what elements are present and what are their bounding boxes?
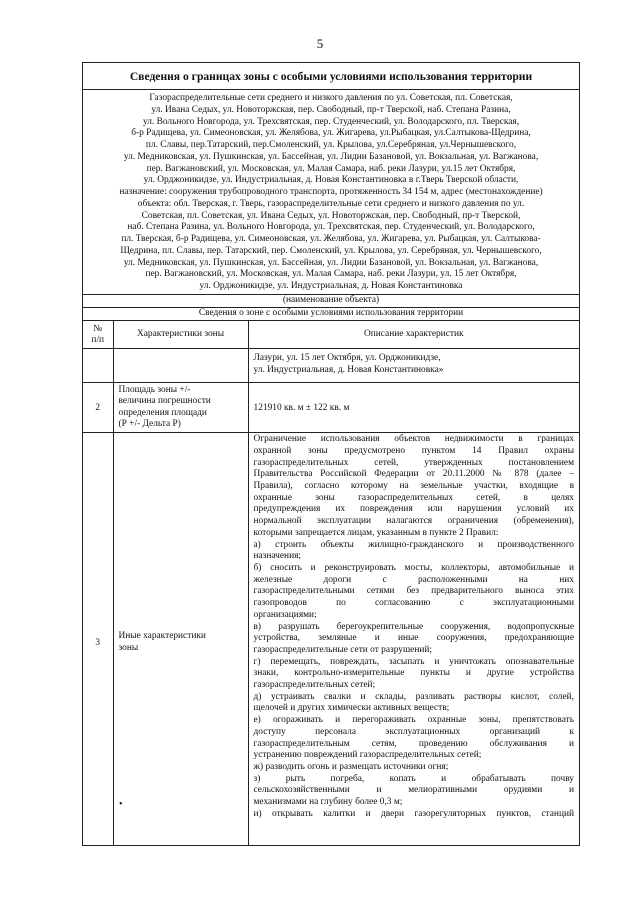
- restriction-line: знаки, контрольно-измерительные пункты и другие устройства: [253, 668, 574, 679]
- restriction-line: Правила), согласно которому на земельные участки, входящие в: [253, 481, 574, 492]
- description-line: ул. Вольного Новгорода, ул. Трехсвятская, пер. Студенческий, ул. Володарского, пл. Тверская,: [142, 116, 520, 127]
- restriction-line: б) сносить и реконструировать мосты, коллекторы, автомобильные и: [253, 562, 574, 573]
- description-line: ул. Ивана Седых, ул. Новоторжская, пер. Свободный, пр-т Тверской, наб. Степана Разина,: [151, 104, 511, 115]
- restriction-line: е) огораживать и перегораживать охранные зоны, препятствовать: [253, 715, 574, 726]
- restriction-line: сельскохозяйственными и мелиоративными орудиями и: [253, 785, 574, 796]
- row-characteristic: Иные характеристики зоны: [113, 433, 248, 846]
- zone-info-form: [82, 62, 580, 846]
- table-header-row: [83, 321, 579, 349]
- restriction-line: газораспределительных сетей;: [253, 680, 376, 691]
- restriction-line: и) открывать калитки и двери газорегуляторных пунктов, станций: [253, 808, 574, 819]
- description-line: б-р Радищева, ул. Симеоновская, ул. Желябова, ул. Жигарева, ул.Рыбацкая, ул.Салтыкова-Щедрина,: [131, 128, 531, 139]
- description-line: ул. Орджоникидзе, ул. Индустриальная, д. Новая Константиновка в г.Тверь Тверской области,: [143, 175, 519, 186]
- restriction-line: газопроводов по согласованию с эксплуатационными: [253, 598, 574, 609]
- restriction-line: в) разрушать берегоукрепительные сооружения, водопропускные: [253, 621, 574, 632]
- header-number: № п/п: [83, 321, 113, 349]
- restriction-line: газораспределительные сети от разрушений;: [253, 644, 432, 655]
- table-row: [83, 349, 579, 383]
- restriction-line: назначения;: [253, 551, 302, 562]
- row-number: [83, 349, 113, 383]
- restriction-line: устройства, земляные и иные сооружения, предохраняющие: [253, 633, 574, 644]
- description-line: назначение: сооружения трубопроводного транспорта, протяженность 34 154 м, адрес (местонахождение): [119, 187, 543, 197]
- row-characteristic: Площадь зоны +/- величина погрешности определения площади (Р +/- Дельта Р): [113, 383, 248, 433]
- zone-characteristics-table: [83, 321, 579, 846]
- object-description: [83, 90, 579, 295]
- restriction-line: Правительства Российской Федерации от 20.11.2000 № 878 (далее –: [253, 469, 574, 480]
- description-line: ул. Орджоникидзе, ул. Индустриальная, д. Новая Константиновка: [199, 281, 463, 291]
- description-line: пл. Славы, пер.Татарский, пер.Смоленский, ул. Крылова, ул.Серебряная, ул.Чернышевского,: [145, 140, 517, 150]
- description-line: Газораспределительные сети среднего и низкого давления по ул. Советская, пл. Советская,: [149, 93, 513, 103]
- restriction-line: охранной зоны предусмотрено пунктом 14 Правил охраны: [253, 445, 574, 456]
- table-row: [83, 383, 579, 433]
- description-line: пер. Вагжановский, ул. Московская, ул. Малая Самара, наб. реки Лазури, ул.15 лет Октября,: [146, 163, 516, 174]
- restriction-line: железные дороги с расположенными на них: [253, 574, 574, 585]
- restriction-line: газораспределительным сетям, проведению обслуживания и: [253, 738, 574, 749]
- header-description: Описание характеристик: [248, 321, 579, 349]
- description-line: пл. Тверская, б-р Радищева, ул. Симеоновская, ул. Желябова, ул. Жигарева, ул. Рыбацкая, ул. Салтыкова-: [121, 234, 541, 244]
- row-number: 2: [83, 383, 113, 433]
- restriction-line: которыми запрещается лицам, указанным в пункте 2 Правил:: [253, 527, 499, 538]
- row-characteristic: [113, 349, 248, 383]
- restriction-line: щелочей и других химически активных веществ;: [253, 703, 450, 714]
- restriction-line: Ограничение использования объектов недвижимости в границах: [253, 434, 574, 445]
- zone-info-caption: Сведения о зоне с особыми условиями использования территории: [83, 308, 579, 321]
- restriction-line: нормальной эксплуатации налагаются ограничения (обременения),: [253, 516, 574, 527]
- restriction-line: предупреждения их повреждения или нарушения условий их: [253, 504, 574, 515]
- description-line: Щедрина, пл. Славы, пер. Татарский, пер. Смоленский, ул. Крылова, ул. Серебряная, ул. Чернышевского,: [120, 245, 542, 256]
- description-line: ул. Медниковская, ул. Пушкинская, ул. Бассейная, ул. Лидии Базановой, ул. Вокзальная, ул. Вагжанова,: [123, 151, 539, 162]
- restriction-line: газораспределительных сетей, утвержденных постановлением: [253, 457, 574, 468]
- restriction-line: д) устраивать свалки и склады, разливать растворы кислот, солей,: [253, 691, 574, 702]
- row-description: 121910 кв. м ± 122 кв. м: [248, 383, 579, 433]
- row-number: 3: [83, 433, 113, 846]
- restriction-line: з) рыть погреба, копать и обрабатывать почву: [253, 773, 574, 784]
- description-line: объекта: обл. Тверская, г. Тверь, газораспределительные сети среднего и низкого давления по ул.: [137, 198, 525, 209]
- scan-speck: •: [119, 799, 123, 810]
- description-line: наб. Степана Разина, ул. Вольного Новгорода, ул. Трехсвятская, пер. Студенческий, ул. Володарского,: [127, 222, 535, 233]
- restriction-line: газораспределительными сетями без предварительного выноса этих: [253, 586, 574, 597]
- table-row: [83, 433, 579, 846]
- document-title: Сведения о границах зоны с особыми условиями использования территории: [83, 63, 579, 90]
- object-caption: (наименование объекта): [83, 295, 579, 308]
- row-description: Лазури, ул. 15 лет Октября, ул. Орджоникидзе, ул. Индустриальная, д. Новая Константиновка»: [248, 349, 579, 383]
- restriction-line: доступу персонала эксплуатационных организаций к: [253, 726, 574, 737]
- restriction-line: ж) разводить огонь и размещать источники огня;: [253, 761, 449, 772]
- restriction-line: а) строить объекты жилищно-гражданского и производственного: [253, 539, 574, 550]
- restriction-line: г) перемещать, повреждать, засыпать и уничтожать опознавательные: [253, 656, 574, 667]
- description-line: пер. Вагжановский, ул. Московская, ул. Малая Самара, наб. реки Лазури, ул. 15 лет Октября,: [145, 269, 517, 280]
- description-line: Советская, пл. Советская, ул. Ивана Седых, ул. Новоторжская, пер. Свободный, пр-т Тверской,: [141, 210, 521, 221]
- restriction-line: организациями;: [253, 609, 317, 620]
- header-characteristics: Характеристики зоны: [113, 321, 248, 349]
- restriction-line: устранению повреждений газораспределительных сетей;: [253, 750, 482, 761]
- page-number: 5: [316, 36, 324, 51]
- description-line: ул. Медниковская, ул. Пушкинская, ул. Бассейная, ул. Лидии Базановой, ул. Вокзальная, ул. Вагжанова,: [123, 257, 539, 268]
- restriction-line: механизмами на глубину более 0,3 м;: [253, 797, 403, 808]
- row-description: [248, 433, 579, 846]
- restriction-line: охранные зоны газораспределительных сетей, в целях: [253, 492, 574, 503]
